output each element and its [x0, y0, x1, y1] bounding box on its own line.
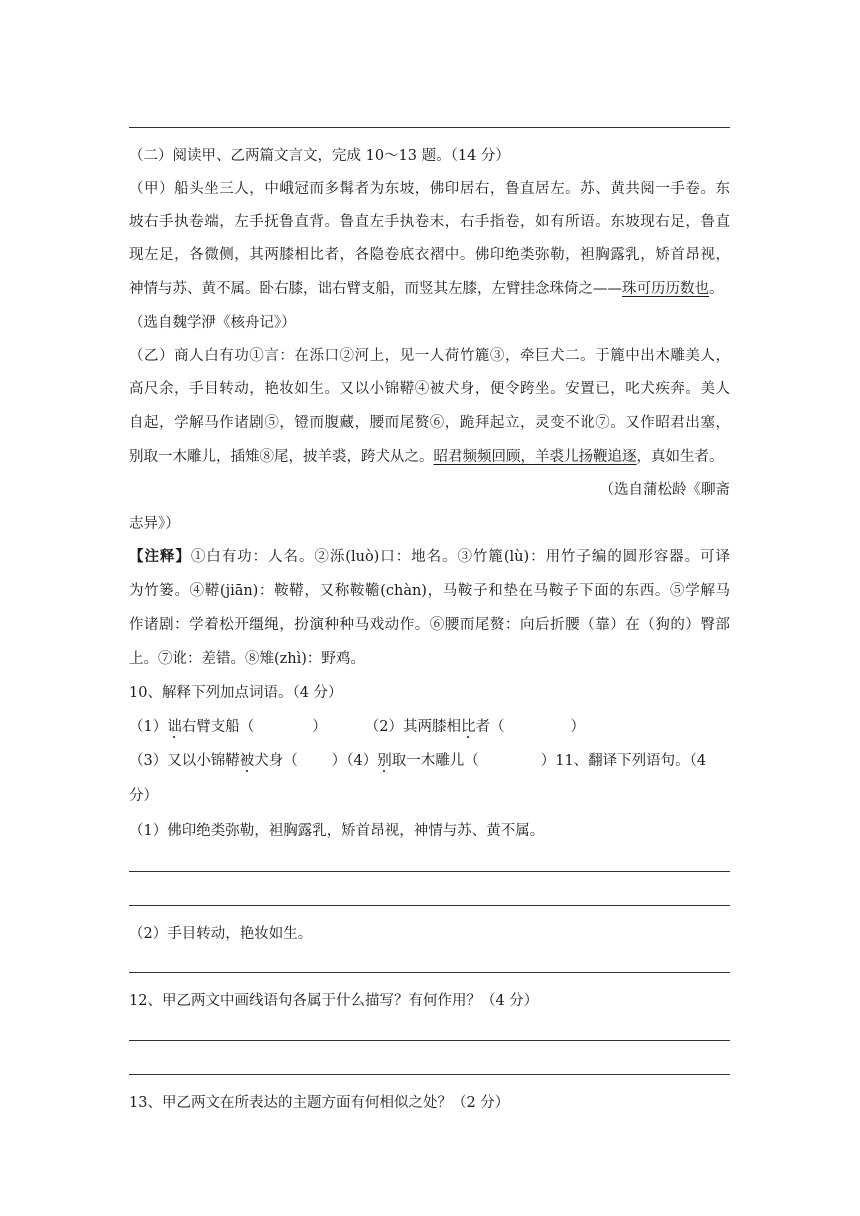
answer-line[interactable] — [129, 871, 730, 872]
passage-b-line: （乙）商人白有功①言：在泺口②河上，见一人荷竹簏③，牵巨犬二。于簏中出木雕美人， — [129, 348, 730, 364]
passage-text: 。 — [709, 281, 724, 297]
passage-text: 神情与苏、黄不属。卧右膝，诎右臂支船，而竖其左膝，左臂挂念珠倚之—— — [129, 281, 622, 297]
notes-text: ①白有功：人名。②泺(luò)口：地名。③竹簏(lù)：用竹子编的圆形容器。可译 — [190, 549, 731, 565]
passage-text: 别取一木雕儿，插雉⑧尾，披羊裘，跨犬从之。 — [129, 449, 434, 465]
passage-b-source: （选自蒲松龄《聊斋 — [599, 482, 730, 498]
item-text: 右臂支船（ — [181, 719, 255, 735]
underlined-sentence: 昭君频频回顾，羊裘儿扬鞭追逐 — [433, 449, 637, 465]
passage-a-line: 坡右手执卷端，左手抚鲁直背。鲁直左手执卷末，右手指卷，如有所语。东坡现右足，鲁直 — [129, 214, 730, 230]
item-text: ） — [570, 719, 585, 735]
answer-line[interactable] — [129, 1074, 730, 1075]
passage-b-line — [129, 446, 730, 468]
question-title-continued: 分） — [129, 788, 158, 804]
dotted-word: 诎 — [167, 719, 182, 735]
question-title: 10、解释下列加点词语。（4 分） — [129, 685, 343, 701]
question-title: 12、甲乙两文中画线语句各属于什么描写？有何作用？（4 分） — [129, 993, 539, 1009]
dotted-word: 被 — [239, 753, 255, 769]
item-text: 取一木雕儿（ — [391, 753, 479, 769]
notes-line: 为竹篓。④鞯(jiān)：鞍鞯，又称鞍韂(chàn)，马鞍子和垫在马鞍子下面的东西。⑤学解马 — [129, 583, 730, 599]
item-text: ） — [312, 719, 327, 735]
item-text: ） — [331, 753, 347, 769]
notes-line — [129, 546, 730, 568]
item-text: 者（ — [475, 719, 505, 735]
passage-a-line: 现左足，各微侧，其两膝相比者，各隐卷底衣褶中。佛印绝类弥勒，袒胸露乳，矫首昂视， — [129, 247, 730, 263]
question-11-title: 11、翻译下列语句。（4 — [555, 753, 707, 769]
underlined-sentence: 珠可历历数也 — [622, 281, 709, 297]
translate-sentence-1: （1）佛印绝类弥勒，袒胸露乳，矫首昂视，神情与苏、黄不属。 — [129, 823, 545, 839]
item-text: （4） — [346, 753, 378, 769]
item-text: ） — [540, 753, 556, 769]
item-text: （2）其两膝相 — [364, 719, 461, 735]
notes-label: 【注释】 — [129, 548, 191, 565]
passage-b-line: 高尺余，手目转动，艳妆如生。又以小锦鞯④被犬身，便令跨坐。安置已，叱犬疾奔。美人 — [129, 381, 730, 397]
passage-b-line: 自起，学解马作诸剧⑤，镫而腹藏，腰而尾赘⑥，跪拜起立，灵变不讹⑦。又作昭君出塞， — [129, 415, 730, 431]
item-text: （3）又以小锦鞯 — [129, 753, 240, 769]
passage-a-source: （选自魏学洢《核舟记》） — [129, 315, 296, 331]
question-10-row-2 — [129, 750, 730, 772]
answer-line[interactable] — [129, 972, 730, 973]
translate-sentence-2: （2）手目转动，艳妆如生。 — [129, 926, 313, 942]
notes-line: 作诸剧：学着松开缰绳，扮演种种马戏动作。⑥腰而尾赘：向后折腰（靠）在（狗的）臀部 — [129, 617, 730, 633]
question-10-row-1 — [129, 716, 730, 738]
passage-text: ，真如生者。 — [636, 449, 724, 465]
answer-line[interactable] — [129, 1040, 730, 1041]
top-rule — [129, 127, 730, 128]
answer-line[interactable] — [129, 905, 730, 906]
dotted-word: 比 — [460, 719, 476, 735]
passage-a-line — [129, 278, 730, 300]
dotted-word: 别 — [377, 753, 392, 769]
question-title: 13、甲乙两文在所表达的主题方面有何相似之处？（2 分） — [129, 1095, 510, 1111]
section-heading: （二）阅读甲、乙两篇文言文，完成 10～13 题。（14 分） — [129, 148, 510, 164]
item-text: 犬身（ — [254, 753, 298, 769]
passage-b-source: 志异》） — [129, 516, 180, 532]
notes-line: 上。⑦讹：差错。⑧雉(zhì)：野鸡。 — [129, 651, 365, 667]
item-number: （1） — [129, 719, 168, 735]
passage-a-line: （甲）船头坐三人，中峨冠而多髯者为东坡，佛印居右，鲁直居左。苏、黄共阅一手卷。东 — [129, 181, 730, 197]
